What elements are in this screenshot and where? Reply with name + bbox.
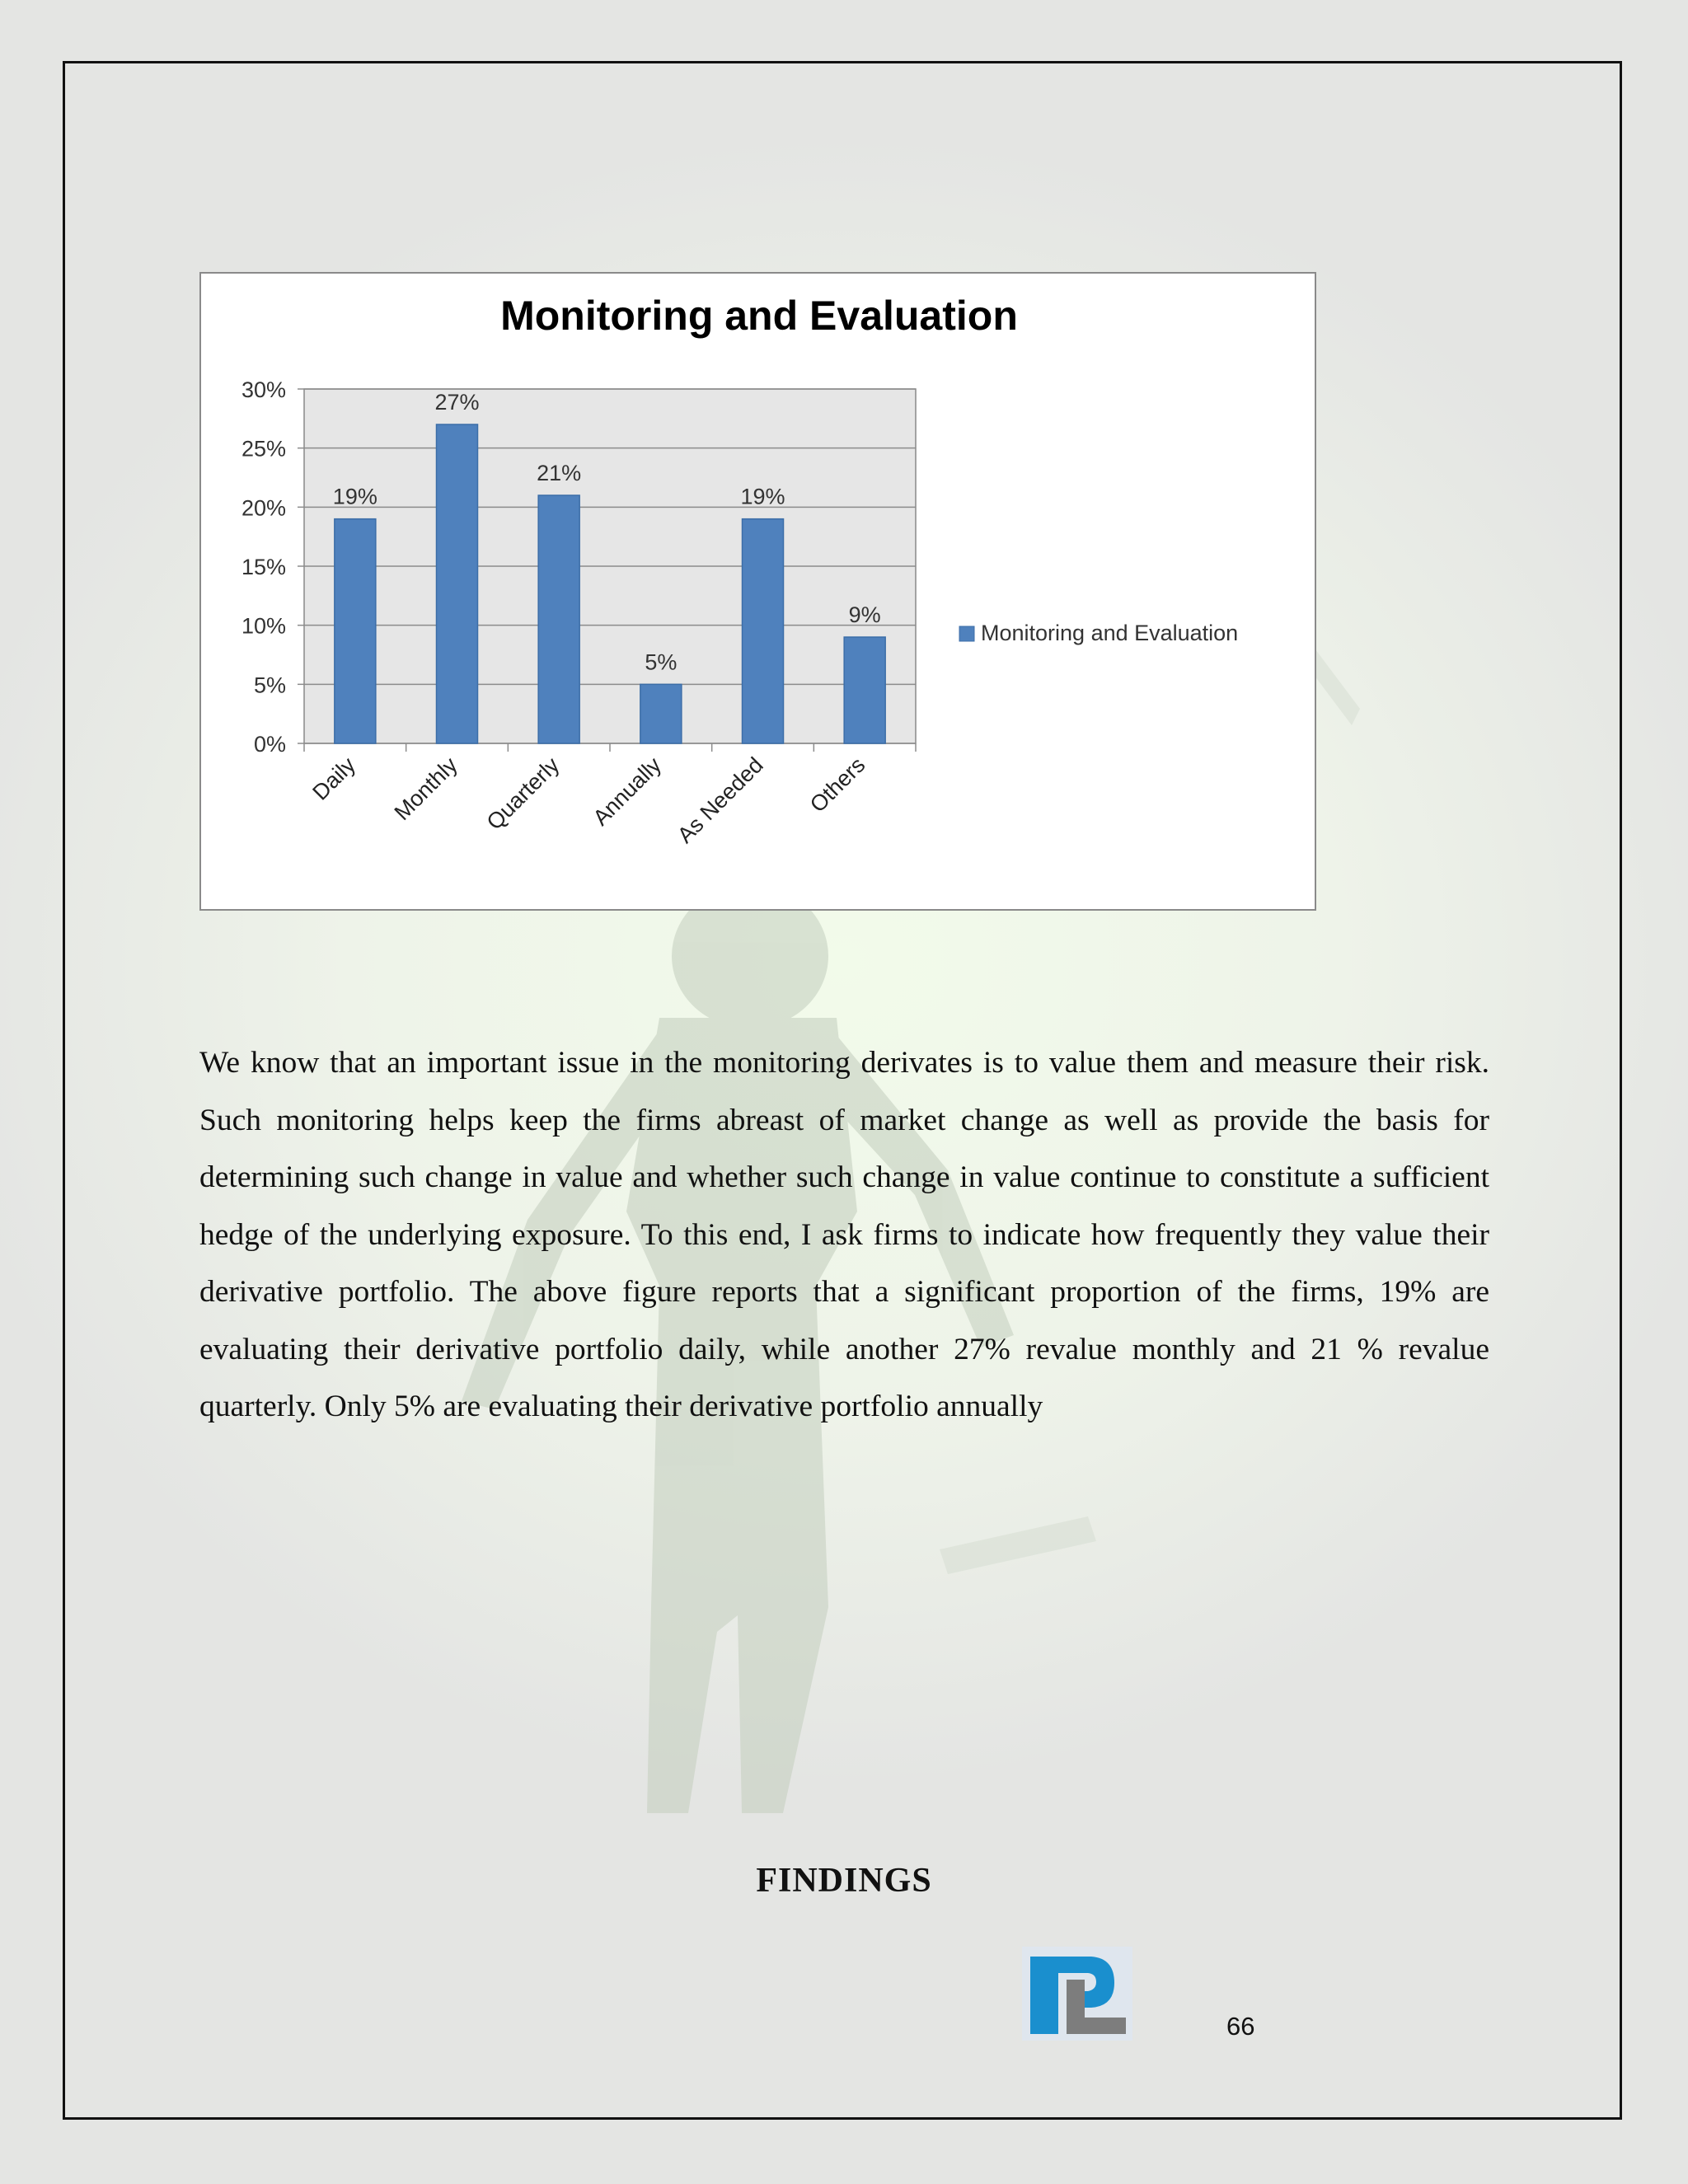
data-label: 21% bbox=[537, 461, 582, 485]
bar bbox=[335, 519, 376, 743]
x-tick-label: Monthly bbox=[389, 752, 462, 826]
y-tick-label: 20% bbox=[241, 495, 286, 521]
body-paragraph: We know that an important issue in the monitoring derivates is to value them and measure their risk. Such monitoring helps keep the firms abreast of market change as well as provide the basis for determining such change in value and whether such change in value continue to constitute a sufficient hedge of the underlying exposure. To this end, I ask firms to indicate how frequently they value their derivative portfolio. The above figure reports that a significant proportion of the firms, 19% are evaluating their derivative portfolio daily, while another 27% revalue monthly and 21 % revalue quarterly. Only 5% are evaluating their derivative portfolio annually bbox=[199, 1046, 1489, 1423]
legend-label: Monitoring and Evaluation bbox=[981, 621, 1239, 645]
x-tick-label: Annually bbox=[588, 752, 667, 831]
y-tick-label: 30% bbox=[241, 377, 286, 402]
bar-chart bbox=[199, 272, 1316, 911]
data-label: 5% bbox=[645, 649, 678, 675]
data-label: 19% bbox=[740, 484, 785, 509]
bar-chart-svg bbox=[201, 274, 1318, 912]
section-title: FINDINGS bbox=[756, 1862, 932, 1900]
x-tick-label: Others bbox=[804, 752, 870, 818]
x-tick-label: Quarterly bbox=[481, 752, 565, 835]
legend-swatch bbox=[959, 626, 974, 641]
bar bbox=[640, 684, 682, 743]
y-tick-label: 10% bbox=[241, 613, 286, 639]
data-label: 19% bbox=[332, 484, 377, 509]
pl-logo-icon bbox=[1022, 1947, 1132, 2041]
x-tick-label: Daily bbox=[307, 752, 361, 805]
data-label: 27% bbox=[434, 390, 480, 415]
data-label: 9% bbox=[848, 602, 881, 627]
y-tick-label: 25% bbox=[241, 436, 286, 462]
bar bbox=[743, 519, 784, 743]
x-tick-label: As Needed bbox=[673, 752, 768, 848]
chart-title: Monitoring and Evaluation bbox=[500, 293, 1018, 339]
bar bbox=[844, 637, 885, 743]
y-tick-label: 5% bbox=[253, 673, 286, 698]
y-tick-label: 0% bbox=[253, 732, 286, 757]
page-number: 66 bbox=[1226, 2012, 1255, 2041]
bar bbox=[437, 424, 478, 743]
bar bbox=[538, 495, 579, 743]
y-tick-label: 15% bbox=[241, 555, 286, 579]
